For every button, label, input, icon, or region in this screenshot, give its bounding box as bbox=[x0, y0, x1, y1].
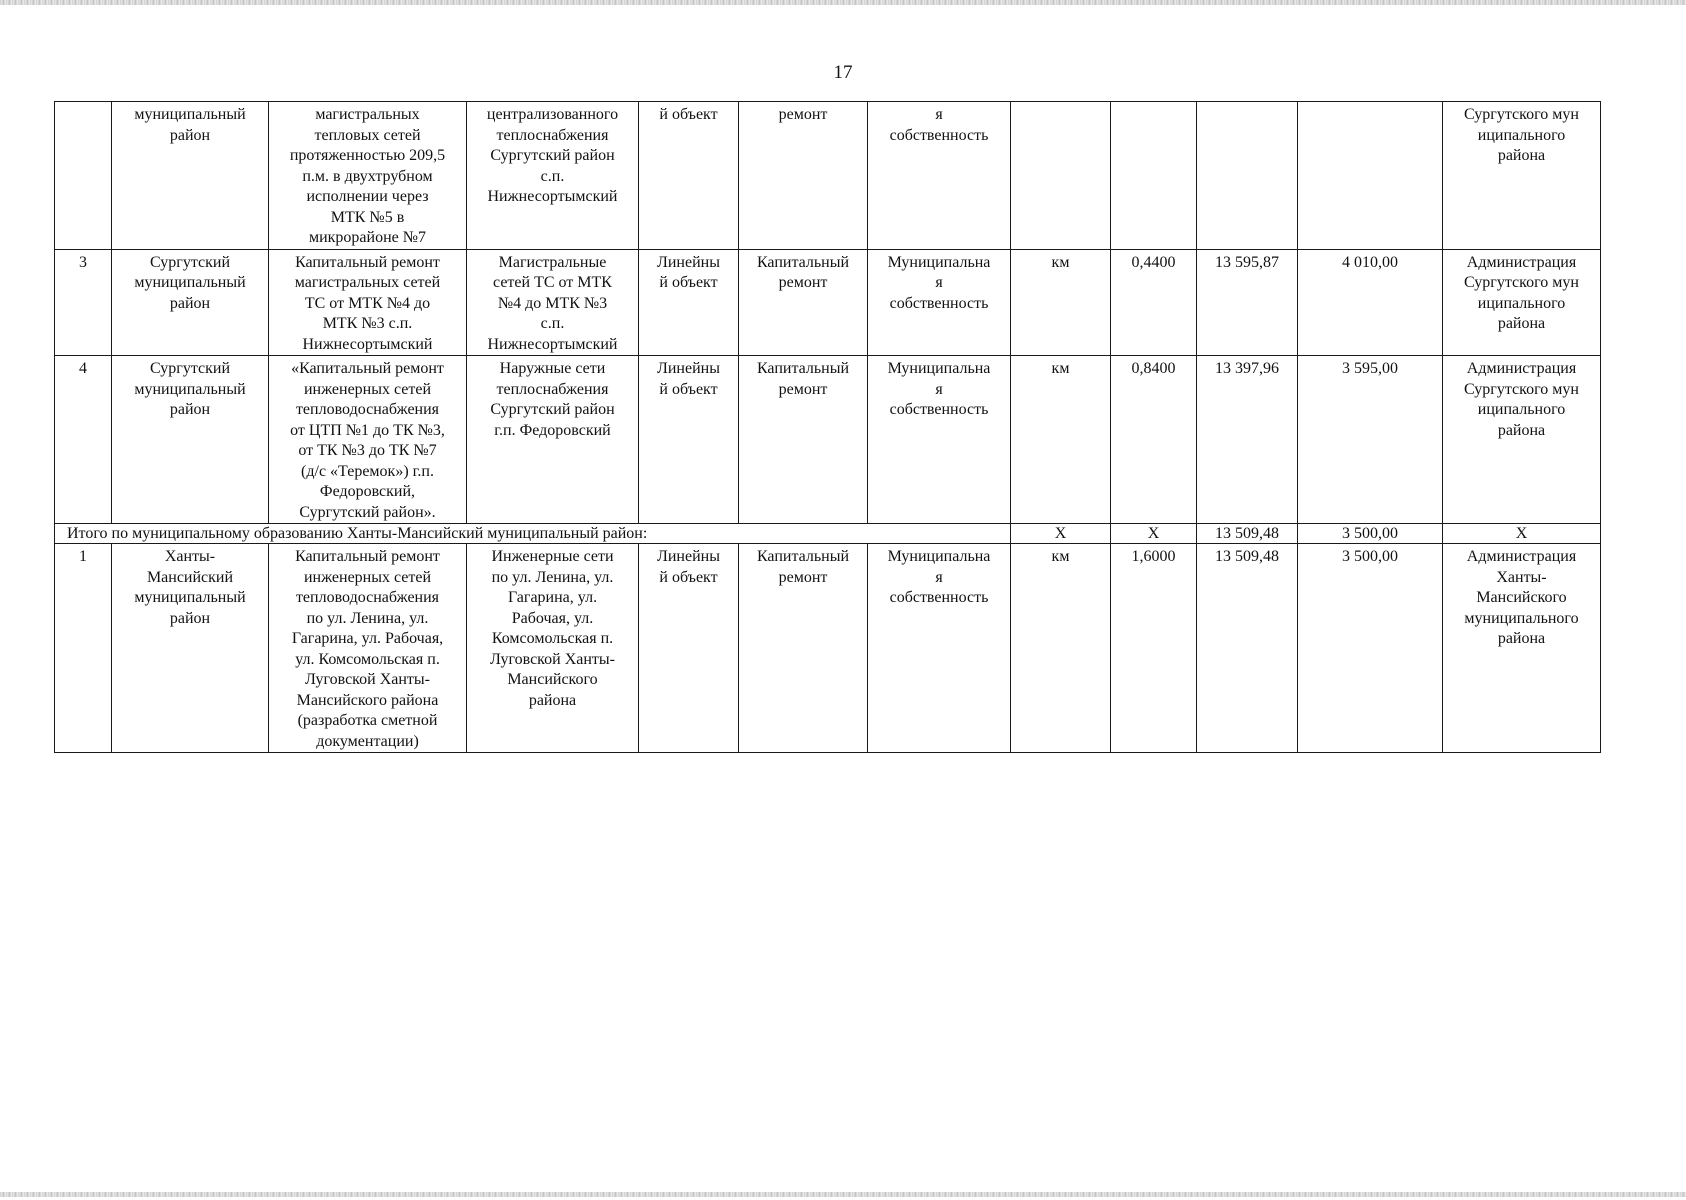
municipality-cell: Сургутский муниципальный район bbox=[112, 249, 269, 356]
work-description-cell: Капитальный ремонт инженерных сетей тепловодоснабжения по ул. Ленина, ул. Гагарина, ул. Рабочая, ул. Комсомольская п. Луговской Ханты- Мансийского района (разработка сметной документации) bbox=[269, 544, 467, 753]
municipality-cell: муниципальный район bbox=[112, 102, 269, 250]
ownership-cell: Муниципальна я собственность bbox=[868, 356, 1011, 524]
cost-cell: 13 595,87 bbox=[1197, 249, 1298, 356]
quantity-cell bbox=[1111, 102, 1197, 250]
quantity-cell: 1,6000 bbox=[1111, 544, 1197, 753]
unit-cell bbox=[1011, 102, 1111, 250]
recipient-cell: Администрация Сургутского мун иципального района bbox=[1443, 249, 1601, 356]
work-description-cell: «Капитальный ремонт инженерных сетей тепловодоснабжения от ЦТП №1 до ТК №3, от ТК №3 до ТК №7 (д/с «Теремок») г.п. Федоровский, Сургутский район». bbox=[269, 356, 467, 524]
recipient-cell: Администрация Ханты- Мансийского муниципального района bbox=[1443, 544, 1601, 753]
ownership-cell: я собственность bbox=[868, 102, 1011, 250]
work-type-cell: Капитальный ремонт bbox=[739, 249, 868, 356]
row-number: 1 bbox=[55, 544, 112, 753]
subsidy-cell: 3 500,00 bbox=[1298, 544, 1443, 753]
quantity-cell: 0,8400 bbox=[1111, 356, 1197, 524]
object-cell: Магистральные сетей ТС от МТК №4 до МТК №3 с.п. Нижнесортымский bbox=[467, 249, 639, 356]
subsidy-cell: 4 010,00 bbox=[1298, 249, 1443, 356]
object-cell: Инженерные сети по ул. Ленина, ул. Гагарина, ул. Рабочая, ул. Комсомольская п. Луговской Ханты- Мансийского района bbox=[467, 544, 639, 753]
row-number: 4 bbox=[55, 356, 112, 524]
row-number bbox=[55, 102, 112, 250]
unit-cell: км bbox=[1011, 544, 1111, 753]
unit-cell: км bbox=[1011, 249, 1111, 356]
table-row bbox=[55, 102, 1601, 250]
total-label: Итого по муниципальному образованию Ханты-Мансийский муниципальный район: bbox=[55, 524, 1011, 544]
data-table bbox=[54, 101, 1601, 753]
table-row bbox=[55, 356, 1601, 524]
table-row bbox=[55, 249, 1601, 356]
object-type-cell: Линейны й объект bbox=[639, 544, 739, 753]
work-type-cell: ремонт bbox=[739, 102, 868, 250]
total-unit: Х bbox=[1011, 524, 1111, 544]
total-row bbox=[55, 524, 1601, 544]
total-recipient: Х bbox=[1443, 524, 1601, 544]
object-cell: централизованного теплоснабжения Сургутский район с.п. Нижнесортымский bbox=[467, 102, 639, 250]
municipality-cell: Ханты- Мансийский муниципальный район bbox=[112, 544, 269, 753]
total-quantity: Х bbox=[1111, 524, 1197, 544]
subsidy-cell: 3 595,00 bbox=[1298, 356, 1443, 524]
object-type-cell: й объект bbox=[639, 102, 739, 250]
work-type-cell: Капитальный ремонт bbox=[739, 356, 868, 524]
object-type-cell: Линейны й объект bbox=[639, 249, 739, 356]
scan-edge-bottom bbox=[0, 1192, 1686, 1197]
total-subsidy: 3 500,00 bbox=[1298, 524, 1443, 544]
page-number: 17 bbox=[833, 62, 853, 83]
municipality-cell: Сургутский муниципальный район bbox=[112, 356, 269, 524]
work-description-cell: магистральных тепловых сетей протяженностью 209,5 п.м. в двухтрубном исполнении через МТК №5 в микрорайоне №7 bbox=[269, 102, 467, 250]
object-type-cell: Линейны й объект bbox=[639, 356, 739, 524]
recipient-cell: Администрация Сургутского мун иципального района bbox=[1443, 356, 1601, 524]
ownership-cell: Муниципальна я собственность bbox=[868, 544, 1011, 753]
quantity-cell: 0,4400 bbox=[1111, 249, 1197, 356]
recipient-cell: Сургутского мун иципального района bbox=[1443, 102, 1601, 250]
object-cell: Наружные сети теплоснабжения Сургутский район г.п. Федоровский bbox=[467, 356, 639, 524]
scan-edge-top bbox=[0, 0, 1686, 5]
cost-cell: 13 509,48 bbox=[1197, 544, 1298, 753]
subsidy-cell bbox=[1298, 102, 1443, 250]
table-row bbox=[55, 544, 1601, 753]
cost-cell: 13 397,96 bbox=[1197, 356, 1298, 524]
work-type-cell: Капитальный ремонт bbox=[739, 544, 868, 753]
ownership-cell: Муниципальна я собственность bbox=[868, 249, 1011, 356]
row-number: 3 bbox=[55, 249, 112, 356]
unit-cell: км bbox=[1011, 356, 1111, 524]
work-description-cell: Капитальный ремонт магистральных сетей ТС от МТК №4 до МТК №3 с.п. Нижнесортымский bbox=[269, 249, 467, 356]
cost-cell bbox=[1197, 102, 1298, 250]
total-cost: 13 509,48 bbox=[1197, 524, 1298, 544]
